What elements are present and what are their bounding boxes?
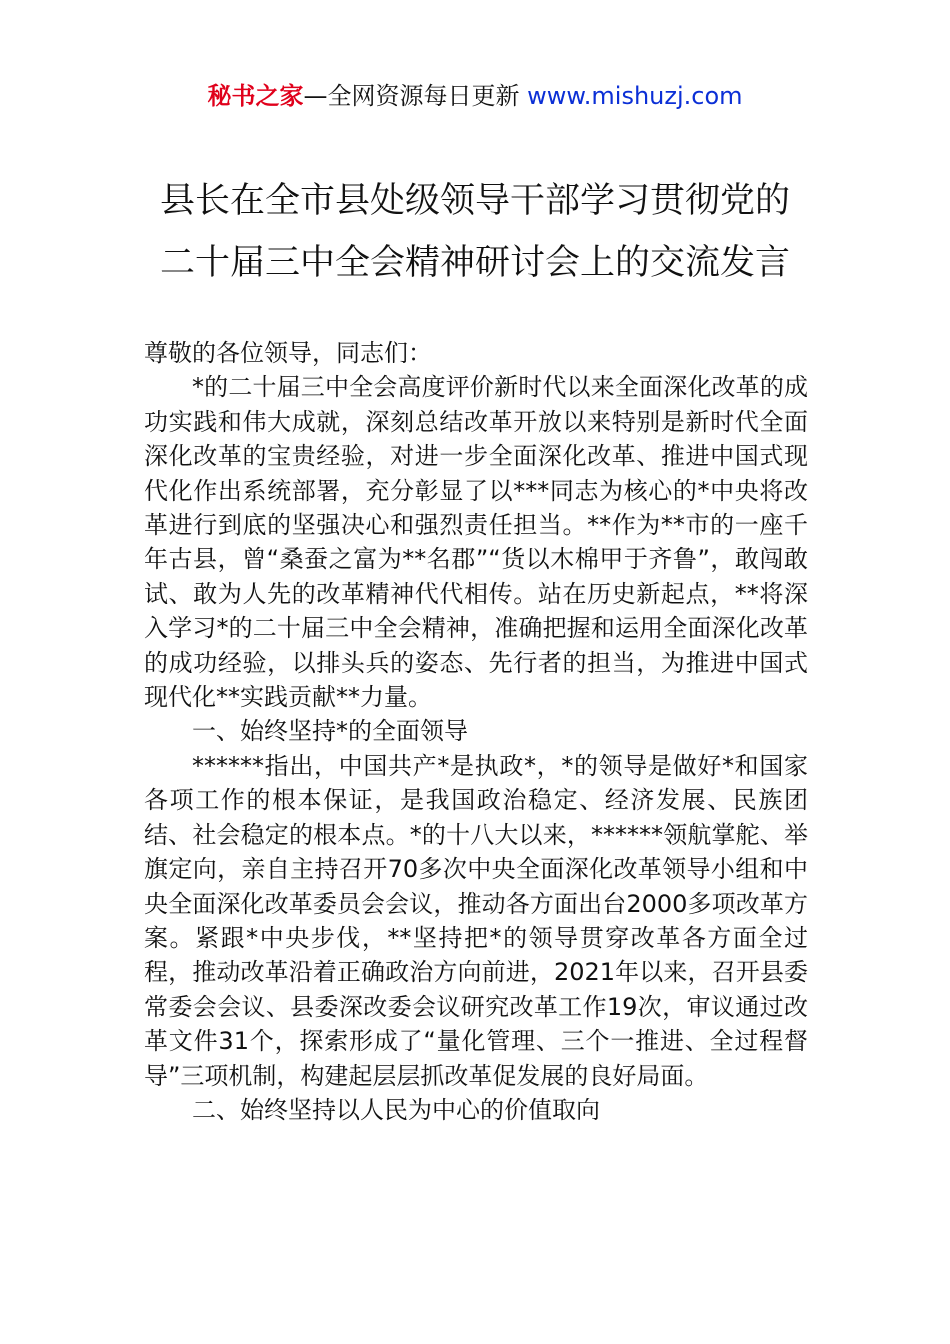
site-tagline: —全网资源每日更新 bbox=[303, 82, 528, 110]
paragraph-section-1: ******指出，中国共产*是执政*，*的领导是做好*和国家各项工作的根本保证，是我国政治稳定、经济发展、民族团结、社会稳定的根本点。*的十八大以来，******领航掌舵、举旗定向，亲自主持召开70多次中央全面深化改革领导小组和中央全面深化改革委员会会议，推动各方面出台2000多项改革方案。紧跟*中央步伐，**坚持把*的领导贯穿改革各方面全过程，推动改革沿着正确政治方向前进，2021年以来，召开县委常委会会议、县委深改委会议研究改革工作19次，审议通过改革文件31个，探索形成了“量化管理、三个一推进、全过程督导”三项机制，构建起层层抓改革促发展的良好局面。 bbox=[144, 751, 808, 1090]
paragraph-intro: *的二十届三中全会高度评价新时代以来全面深化改革的成功实践和伟大成就，深刻总结改革开放以来特别是新时代全面深化改革的宝贵经验，对进一步全面深化改革、推进中国式现代化作出系统部署，充分彰显了以***同志为核心的*中央将改革进行到底的坚强决心和强烈责任担当。**作为**市的一座千年古县，曾“桑蚕之富为**名郡”“货以木棉甲于齐鲁”，敢闯敢试、敢为人先的改革精神代代相传。站在历史新起点，**将深入学习*的二十届三中全会精神，准确把握和运用全面深化改革的成功经验，以排头兵的姿态、先行者的担当，为推进中国式现代化**实践贡献**力量。 bbox=[144, 373, 808, 712]
section-heading-2: 二、始终坚持以人民为中心的价值取向 bbox=[192, 1095, 600, 1124]
brand-name: 秘书之家 bbox=[207, 82, 304, 110]
site-header bbox=[0, 80, 950, 112]
document-body bbox=[144, 336, 808, 1127]
site-url-link[interactable]: www.mishuzj.com bbox=[527, 82, 743, 110]
section-heading-1: 一、始终坚持*的全面领导 bbox=[192, 717, 468, 746]
title-line-2: 二十届三中全会精神研讨会上的交流发言 bbox=[159, 243, 790, 283]
title-line-1: 县长在全市县处级领导干部学习贯彻党的 bbox=[159, 181, 790, 221]
document-title bbox=[0, 170, 950, 294]
salutation: 尊敬的各位领导，同志们： bbox=[144, 339, 432, 367]
